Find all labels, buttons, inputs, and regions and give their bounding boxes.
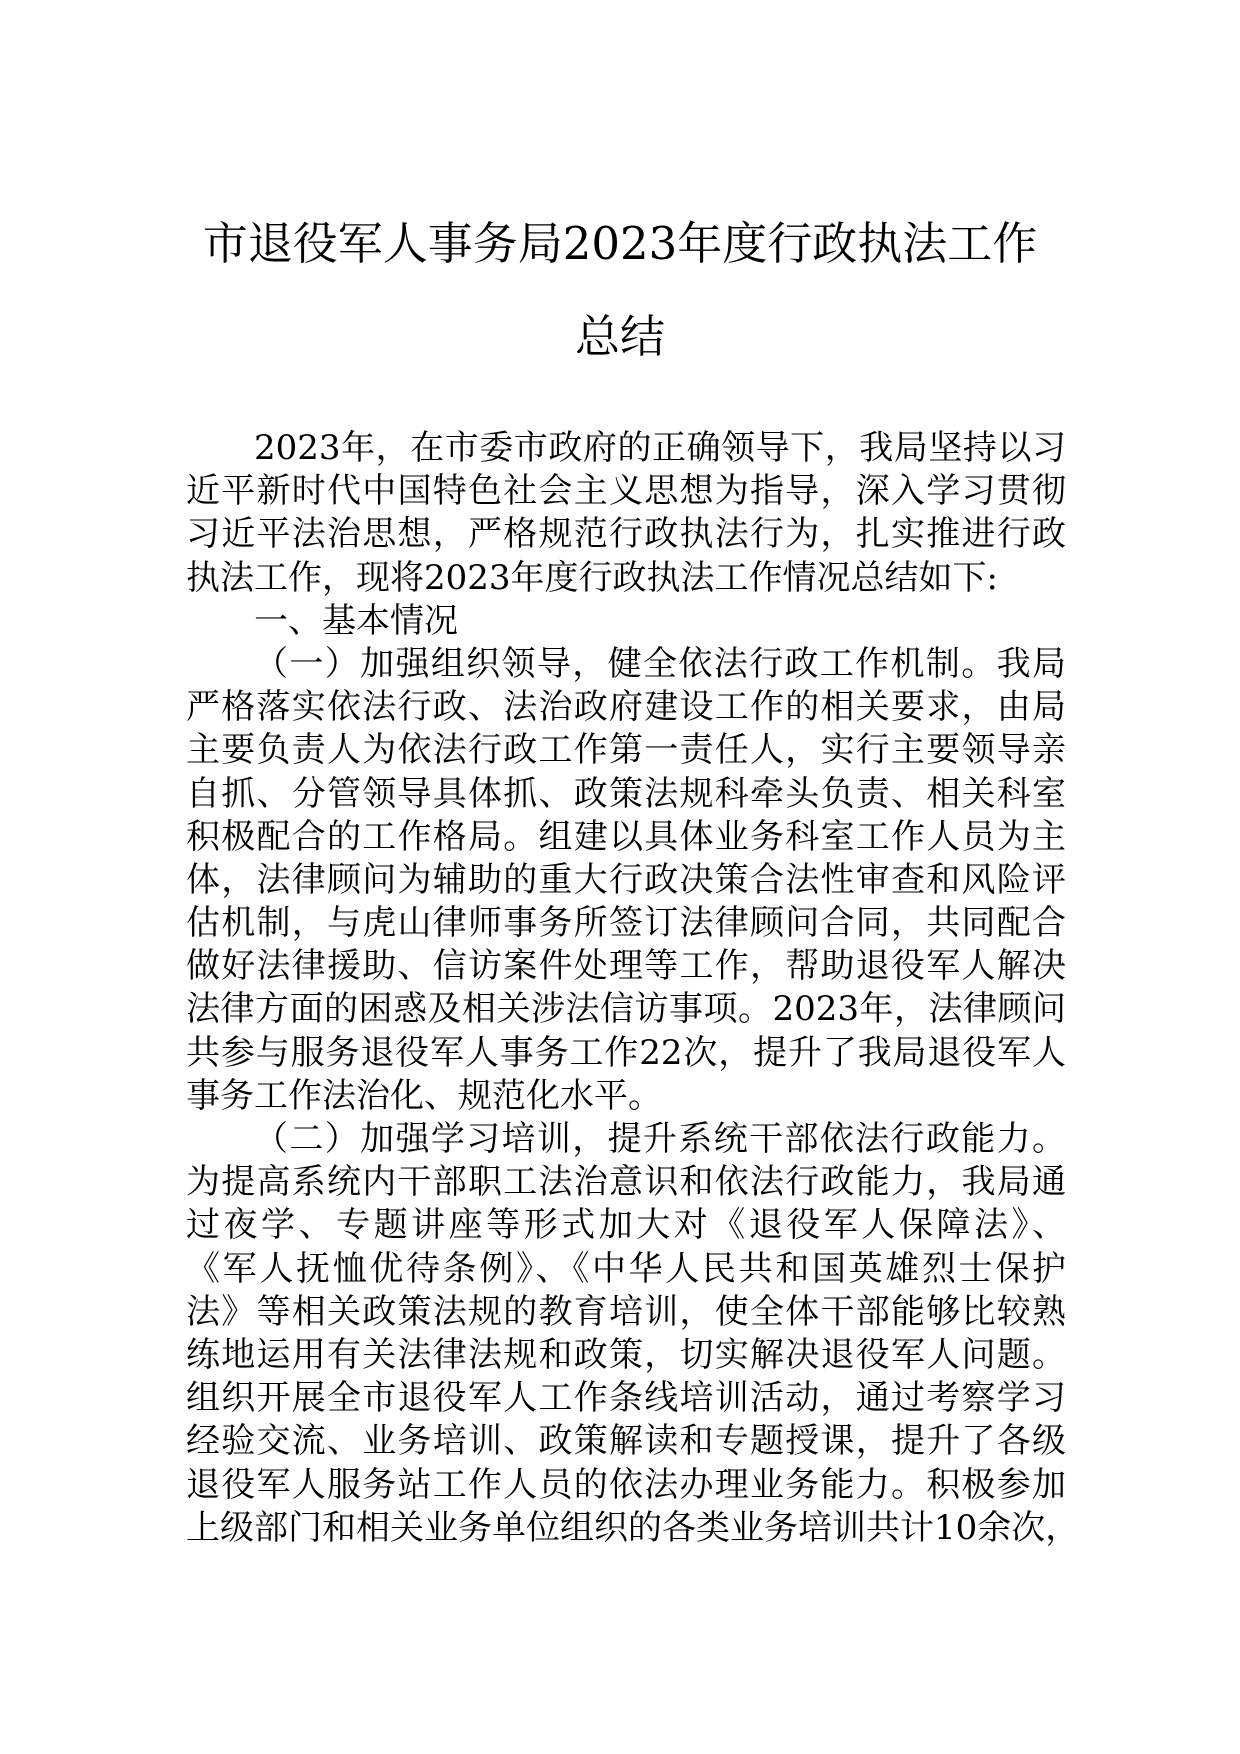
paragraph-line: 严格落实依法行政、法治政府建设工作的相关要求，由局 [186,687,1066,728]
paragraph-line: 组织开展全市退役军人工作条线培训活动，通过考察学习 [186,1378,1066,1419]
section-heading: 一、基本情况 [254,600,458,641]
paragraph-line: 为提高系统内干部职工法治意识和依法行政能力，我局通 [186,1162,1066,1203]
paragraph-line: 上级部门和相关业务单位组织的各类业务培训共计10余次， [186,1507,1080,1548]
paragraph-line: 做好法律援助、信访案件处理等工作，帮助退役军人解决 [186,946,1066,987]
paragraph-line: 近平新时代中国特色社会主义思想为指导，深入学习贯彻 [186,471,1066,512]
paragraph-line: 退役军人服务站工作人员的依法办理业务能力。积极参加 [186,1464,1066,1505]
paragraph-line: 过夜学、专题讲座等形式加大对《退役军人保障法》、 [186,1205,1066,1246]
paragraph-line: 体，法律顾问为辅助的重大行政决策合法性审查和风险评 [186,859,1066,900]
paragraph-line: 估机制，与虎山律师事务所签订法律顾问合同，共同配合 [186,903,1066,944]
paragraph-line: 经验交流、业务培训、政策解读和专题授课，提升了各级 [186,1421,1066,1462]
document-title-line-2: 总结 [574,310,665,363]
paragraph-line: 共参与服务退役军人事务工作22次，提升了我局退役军人 [186,1032,1066,1073]
paragraph-line: 执法工作，现将2023年度行政执法工作情况总结如下: [186,557,998,598]
paragraph-line: 自抓、分管领导具体抓、政策法规科牵头负责、相关科室 [186,773,1066,814]
paragraph-line: 事务工作法治化、规范化水平。 [186,1075,662,1116]
paragraph-line: （一）加强组织领导，健全依法行政工作机制。我局 [254,643,1066,684]
document-title-line-1: 市退役军人事务局2023年度行政执法工作 [202,217,1038,270]
paragraph-line: 主要负责人为依法行政工作第一责任人，实行主要领导亲 [186,730,1066,771]
paragraph-line: 2023年，在市委市政府的正确领导下，我局坚持以习 [254,428,1066,468]
document-body [186,427,1080,1550]
paragraph-line: 练地运用有关法律法规和政策，切实解决退役军人问题。 [186,1334,1066,1375]
paragraph-line: 积极配合的工作格局。组建以具体业务科室工作人员为主 [186,816,1066,857]
paragraph-line: 法》等相关政策法规的教育培训，使全体干部能够比较熟 [186,1291,1066,1332]
paragraph-line: （二）加强学习培训，提升系统干部依法行政能力。 [254,1119,1066,1159]
paragraph-line: 法律方面的困惑及相关涉法信访事项。2023年，法律顾问 [186,989,1066,1030]
paragraph-line: 习近平法治思想，严格规范行政执法行为，扎实推进行政 [186,514,1066,555]
paragraph-line: 《军人抚恤优待条例》、《中华人民共和国英雄烈士保护 [186,1248,1066,1289]
